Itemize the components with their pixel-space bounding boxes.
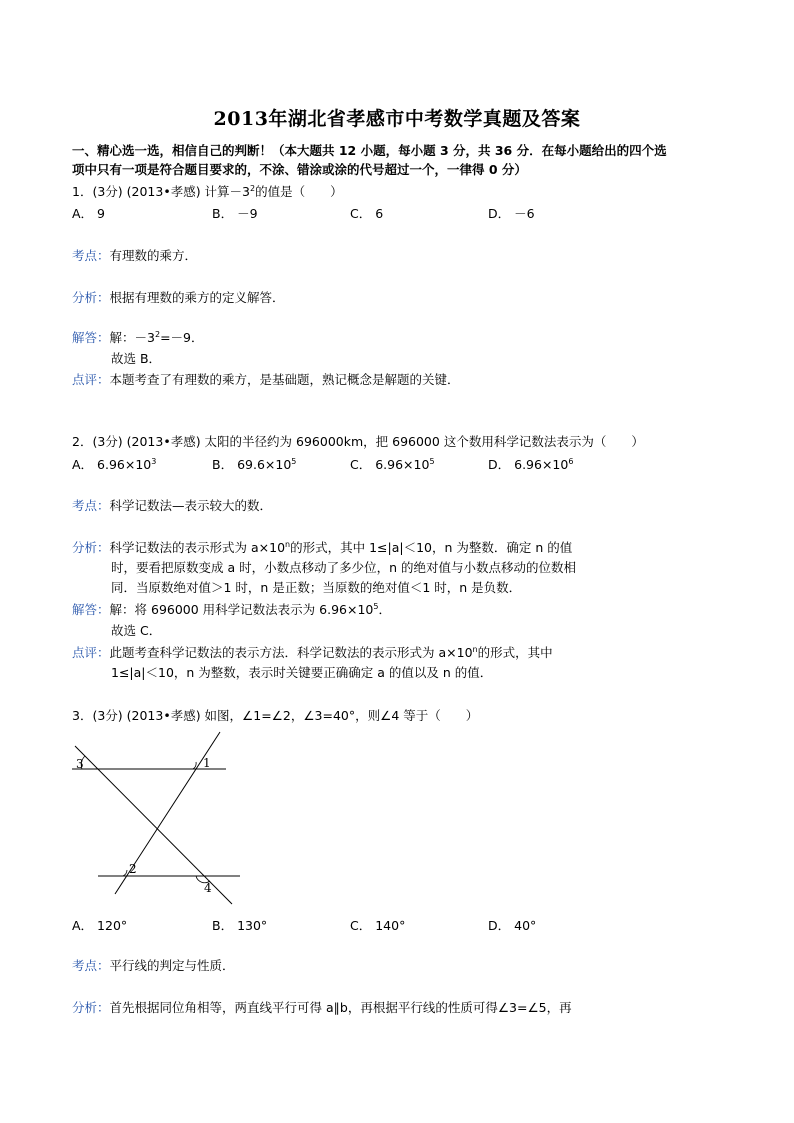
q3-option-b: B． 130° [212, 918, 268, 933]
q1-jieda-line2: 故选 B． [111, 351, 162, 366]
q2-option-d: D． $6.96\times 10^6$ [488, 457, 574, 472]
q1-option-a: A． 9 [72, 206, 105, 221]
q1-jieda: 解答：解：$-3^2=-9$． [72, 330, 204, 345]
q2-option-b: B． $69.6\times 10^5$ [212, 457, 297, 472]
angle-label-3: 3 [76, 757, 84, 771]
q2-option-a: A． $6.96\times 10^3$ [72, 457, 157, 472]
q3-geometry-figure [72, 726, 242, 910]
q3-stem: 3．(3分) (2013•孝感) 如图，∠1=∠2，∠3=40°，则∠4 等于（ ） [72, 708, 479, 723]
q1-stem: 1．(3分) (2013•孝感) 计算$-3^2$的值是（ ） [72, 184, 343, 199]
q2-fenxi: 分析：科学记数法的表示形式为 $a\times 10^n$的形式，其中 1≤|a|＜10，n 为整数．确定 n 的值 [72, 540, 573, 555]
q2-jieda: 解答：解：将 696000 用科学记数法表示为 $6.96\times 10^5$． [72, 602, 391, 617]
q2-option-c: C． $6.96\times 10^5$ [350, 457, 435, 472]
angle-1-arc [193, 762, 196, 769]
section-instructions-line1: 一、精心选一选，相信自己的判断！（本大题共 12 小题，每小题 3 分，共 36 分．在每小题给出的四个选 [72, 143, 667, 158]
q2-dianping: 点评：此题考查科学记数法的表示方法．科学记数法的表示形式为 $a\times 10^n$的形式，其中 [72, 645, 553, 660]
q1-kaodian: 考点：有理数的乘方． [72, 248, 198, 263]
q1-option-b: B． －9 [212, 206, 258, 221]
q3-option-c: C． 140° [350, 918, 406, 933]
q1-option-c: C． 6 [350, 206, 384, 221]
q3-option-d: D． 40° [488, 918, 537, 933]
q3-option-a: A． 120° [72, 918, 128, 933]
document-title: 2013年湖北省孝感市中考数学真题及答案 [213, 108, 581, 130]
q1-dianping: 点评：本题考查了有理数的乘方，是基础题，熟记概念是解题的关键． [72, 372, 460, 387]
q2-kaodian: 考点：科学记数法—表示较大的数． [72, 498, 273, 513]
q3-fenxi: 分析：首先根据同位角相等，两直线平行可得 a∥b，再根据平行线的性质可得∠3=∠5，再 [72, 1000, 572, 1015]
q3-kaodian: 考点：平行线的判定与性质． [72, 958, 235, 973]
angle-2-arc [123, 870, 127, 876]
q1-option-d: D． －6 [488, 206, 535, 221]
q2-dianping-line2: 1≤|a|＜10，n 为整数，表示时关键要正确确定 a 的值以及 n 的值． [111, 665, 493, 680]
angle-label-2: 2 [129, 862, 137, 876]
q2-fenxi-line2: 时，要看把原数变成 a 时，小数点移动了多少位，n 的绝对值与小数点移动的位数相 [111, 560, 577, 575]
q1-fenxi: 分析：根据有理数的乘方的定义解答． [72, 290, 285, 305]
section-instructions-line2: 项中只有一项是符合题目要求的，不涂、错涂或涂的代号超过一个，一律得 0 分） [72, 162, 527, 177]
q2-stem: 2．(3分) (2013•孝感) 太阳的半径约为 696000km，把 696000 这个数用科学记数法表示为（ ） [72, 434, 644, 449]
angle-label-4: 4 [204, 881, 212, 895]
q2-jieda-line2: 故选 C． [111, 623, 162, 638]
q2-fenxi-line3: 同．当原数绝对值＞1 时，n 是正数；当原数的绝对值＜1 时，n 是负数． [111, 580, 522, 595]
angle-label-1: 1 [203, 756, 211, 770]
